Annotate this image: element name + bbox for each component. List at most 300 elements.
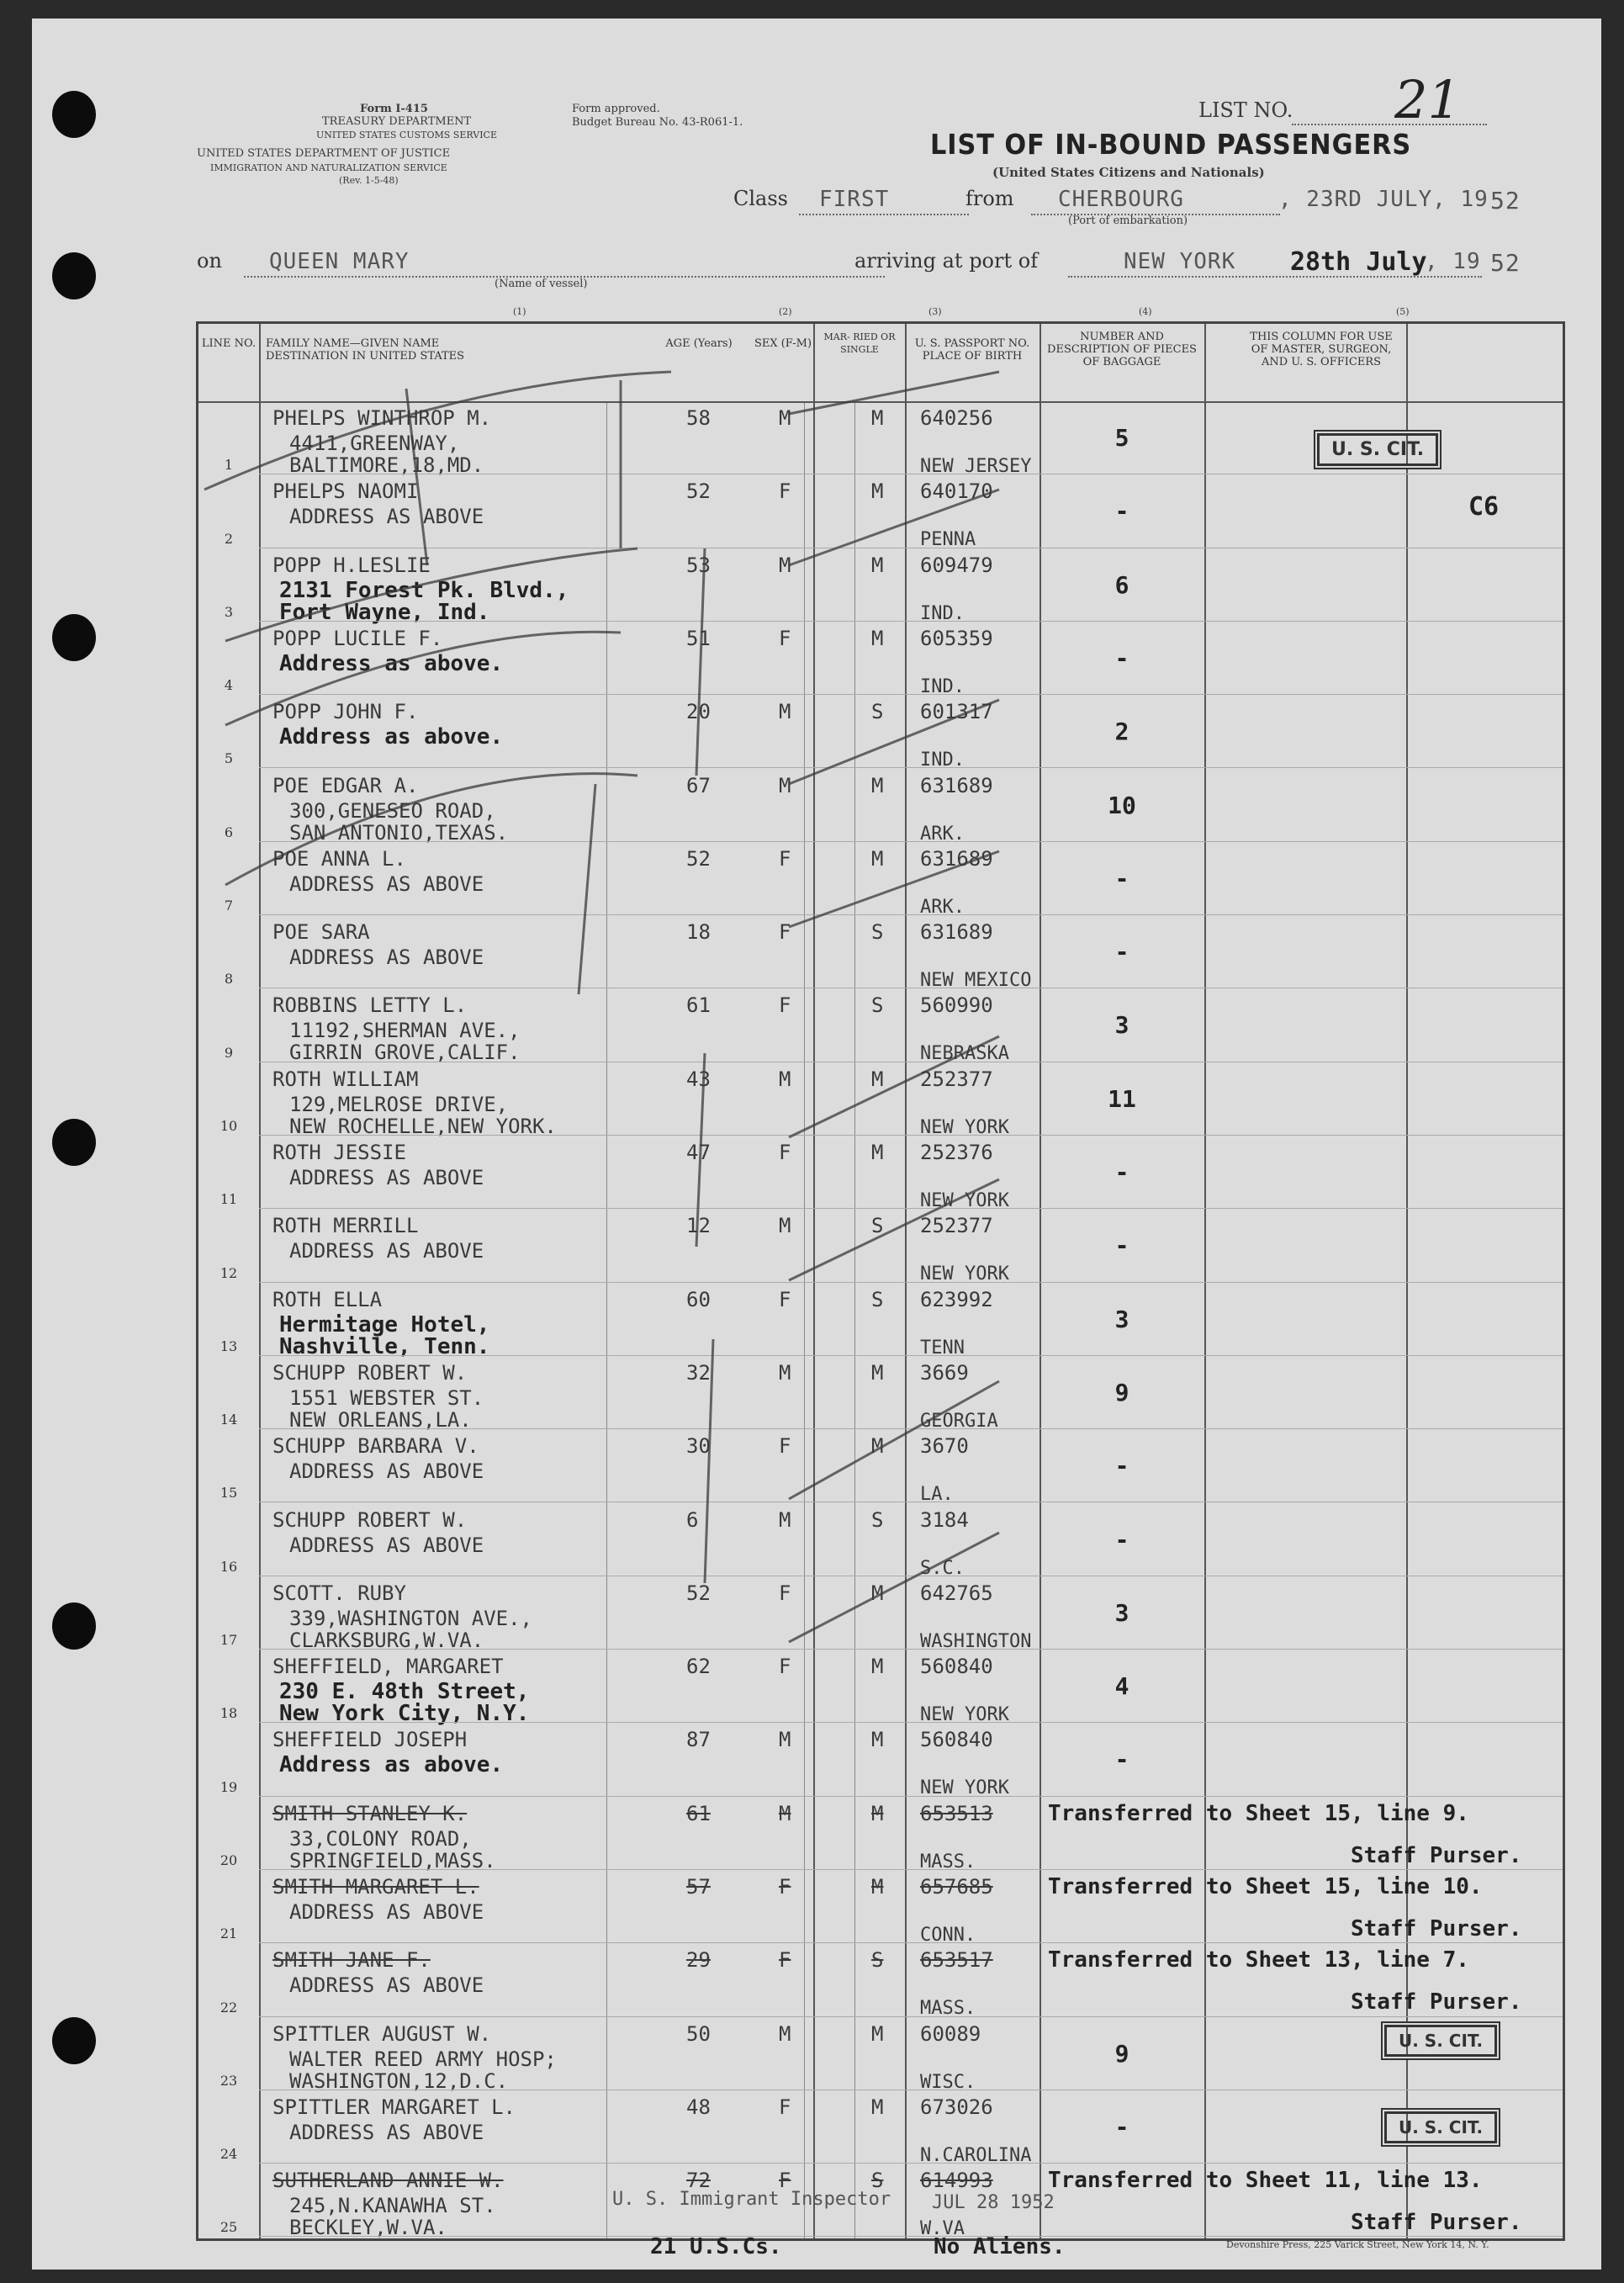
passenger-name: POPP LUCILE F. [272,626,443,650]
colnum-5: (5) [1396,306,1410,317]
baggage-count: 9 [1114,2039,1129,2068]
place-of-birth: IND. [920,602,965,624]
place-of-birth: IND. [920,750,965,771]
punch-hole [52,252,96,299]
depart-date: , 23RD JULY, 19 [1278,187,1489,212]
age: 58 [686,406,711,430]
baggage-count: - [1114,1232,1129,1260]
treasury-label: TREASURY DEPARTMENT [322,115,472,128]
marital-status: M [871,1581,884,1605]
baggage-count: 5 [1114,424,1129,452]
marital-status: S [871,2169,884,2193]
line-number: 24 [220,2146,238,2163]
destination-line-1: ADDRESS AS ABOVE [289,1166,484,1189]
marital-status: M [871,1141,884,1164]
page-title: LIST OF IN-BOUND PASSENGERS [930,128,1412,161]
col-header-name: FAMILY NAME—GIVEN NAME DESTINATION IN UNITED STATES [266,337,465,363]
passenger-name: SHEFFIELD, MARGARET [272,1655,504,1679]
place-of-birth: CONN. [920,1925,976,1946]
class-value: FIRST [819,187,890,212]
marital-status: M [871,846,884,871]
marital-status: S [871,1287,884,1311]
place-of-birth: NEW JERSEY [920,456,1032,477]
age: 48 [686,2095,711,2119]
col-header-sex: SEX (F-M) [754,337,812,350]
place-of-birth: GEORGIA [920,1410,998,1432]
sex: F [779,479,791,504]
marital-status: M [871,1728,884,1752]
marital-status: M [871,1875,884,1899]
approved-label: Form approved. [572,103,660,115]
passport-number: 3669 [920,1360,969,1385]
marital-status: M [871,626,884,650]
line-number: 4 [224,677,234,694]
age: 67 [686,773,711,797]
passport-number: 631689 [920,846,993,871]
passport-number: 673026 [920,2095,993,2119]
table-row [198,1797,1563,1870]
baggage-count: - [1114,1525,1129,1554]
marital-status: M [871,1801,884,1825]
sex: F [779,846,791,871]
destination-line-1: Address as above. [279,1752,504,1778]
passenger-name: POE SARA [272,920,370,945]
destination-line-1: ADDRESS AS ABOVE [289,1900,484,1924]
place-of-birth: WISC. [920,2071,976,2093]
table-row [198,1136,1563,1209]
age: 52 [686,1581,711,1605]
line-number: 17 [220,1632,238,1649]
line-number: 3 [224,603,234,620]
marital-status: S [871,920,884,945]
marital-status: M [871,773,884,797]
table-row [198,1503,1563,1579]
sex: M [779,700,791,724]
destination-line-1: 245,N.KANAWHA ST. [289,2194,496,2218]
baggage-count: - [1114,938,1129,967]
transfer-note: Transferred to Sheet 15, line 10. [1048,1874,1483,1899]
arriving-label: arriving at port of [854,249,1039,273]
passenger-name: POPP H.LESLIE [272,553,431,577]
passenger-name: SCHUPP ROBERT W. [272,1360,468,1385]
passport-number: 653517 [920,1948,993,1973]
sex: M [779,773,791,797]
baggage-count: - [1114,497,1129,526]
colnum-3: (3) [928,306,942,317]
colnum-2: (2) [779,306,792,317]
baggage-count: 11 [1108,1084,1136,1113]
arrival-year: 52 [1490,249,1521,277]
passport-number: 609479 [920,553,993,577]
total-citizens: 21 U.S.Cs. [650,2234,782,2259]
line-number: 7 [224,898,234,914]
baggage-count: 3 [1114,1011,1129,1040]
aliens-note: No Aliens. [934,2234,1066,2259]
age: 61 [686,993,711,1018]
destination-line-1: 129,MELROSE DRIVE, [289,1092,509,1116]
line-number: 6 [224,824,234,840]
passenger-name: SCOTT. RUBY [272,1581,406,1605]
table-row [198,695,1563,771]
destination-line-1: ADDRESS AS ABOVE [289,871,484,896]
staff-purser-signature: Staff Purser. [1351,1842,1522,1868]
destination-line-2: BALTIMORE,18,MD. [289,453,484,477]
passenger-name: PHELPS NAOMI [272,479,419,504]
destination-line-1: ADDRESS AS ABOVE [289,1973,484,1998]
punch-hole [52,2017,96,2064]
passport-number: 252376 [920,1141,993,1164]
place-of-birth: NEW YORK [920,1190,1009,1211]
passport-number: 642765 [920,1581,993,1605]
baggage-count: 6 [1114,570,1129,599]
transfer-note: Transferred to Sheet 11, line 13. [1048,2168,1483,2194]
passenger-name: POPP JOHN F. [272,700,419,724]
age: 30 [686,1434,711,1459]
place-of-birth: S.C. [920,1557,965,1579]
table-row [198,769,1563,845]
passport-number: 640170 [920,479,993,504]
age: 18 [686,920,711,945]
age: 51 [686,626,711,650]
col-header-passport: U. S. PASSPORT NO. PLACE OF BIRTH [914,337,1030,363]
baggage-count: 2 [1114,718,1129,746]
sex: F [779,1287,791,1311]
us-citizen-stamp-1: U. S. CIT. [1317,433,1438,466]
sex: F [779,1581,791,1605]
revision-label: (Rev. 1-5-48) [339,175,399,186]
sex: M [779,1214,791,1238]
arrival-date: 28th July [1290,247,1427,277]
destination-line-2: CLARKSBURG,W.VA. [289,1628,484,1652]
line-number: 5 [224,750,234,767]
page-subtitle: (United States Citizens and Nationals) [992,165,1265,180]
place-of-birth: ARK. [920,823,965,845]
place-of-birth: MASS. [920,1998,976,2020]
line-number: 22 [220,1999,238,2016]
table-row [198,1062,1563,1136]
justice-label: UNITED STATES DEPARTMENT OF JUSTICE [197,147,451,160]
table-row [198,474,1563,551]
staff-purser-signature: Staff Purser. [1351,2210,1522,2236]
baggage-count: - [1114,1452,1129,1481]
marital-status: M [871,1067,884,1091]
arrival-port: NEW YORK [1124,249,1236,274]
transfer-note: Transferred to Sheet 13, line 7. [1048,1947,1469,1973]
passport-number: 3184 [920,1507,969,1532]
passenger-name: SPITTLER MARGARET L. [272,2095,516,2119]
vessel-caption: (Name of vessel) [495,278,588,290]
passenger-name: SHEFFIELD JOSEPH [272,1728,468,1752]
table-row [198,1356,1563,1432]
marital-status: M [871,2095,884,2119]
table-row [198,1723,1563,1799]
ins-label: IMMIGRATION AND NATURALIZATION SERVICE [210,162,447,173]
passenger-name: SMITH JANE F. [272,1948,431,1973]
destination-line-1: ADDRESS AS ABOVE [289,2120,484,2144]
destination-line-1: 339,WASHINGTON AVE., [289,1606,532,1630]
place-of-birth: W.VA [920,2218,965,2240]
baggage-count: 9 [1114,1378,1129,1406]
age: 50 [686,2021,711,2046]
age: 6 [686,1507,699,1532]
from-label: from [965,187,1014,210]
passport-number: 252377 [920,1067,993,1091]
line-number: 2 [224,530,234,547]
sex: F [779,993,791,1018]
customs-label: UNITED STATES CUSTOMS SERVICE [316,130,497,140]
passenger-name: PHELPS WINTHROP M. [272,406,492,430]
marital-status: S [871,1948,884,1973]
col-header-officers: THIS COLUMN FOR USE OF MASTER, SURGEON, AND U. S. OFFICERS [1250,331,1393,368]
table-row [198,1283,1563,1359]
passenger-table [196,321,1565,2241]
line-number: 19 [220,1778,238,1795]
age: 62 [686,1655,711,1679]
sex: M [779,553,791,577]
destination-line-1: 2131 Forest Pk. Blvd., [279,577,569,603]
place-of-birth: IND. [920,675,965,697]
us-citizen-stamp-3: U. S. CIT. [1384,2111,1497,2143]
passport-number: 631689 [920,773,993,797]
depart-year: 52 [1490,187,1521,215]
line-number: 8 [224,971,234,988]
baggage-count: 3 [1114,1305,1129,1333]
baggage-count: - [1114,1745,1129,1774]
vessel-name: QUEEN MARY [269,249,410,274]
passenger-name: ROTH WILLIAM [272,1067,419,1091]
marital-status: M [871,553,884,577]
destination-line-2: SPRINGFIELD,MASS. [289,1848,496,1872]
passenger-name: SCHUPP BARBARA V. [272,1434,479,1459]
marital-status: S [871,1214,884,1238]
sex: M [779,1801,791,1825]
sex: F [779,920,791,945]
passenger-name: POE ANNA L. [272,846,406,871]
c6-mark: C6 [1468,492,1500,522]
col-header-baggage: NUMBER AND DESCRIPTION OF PIECES OF BAGGAGE [1047,331,1197,368]
table-row [198,548,1563,625]
line-number: 11 [220,1191,238,1208]
class-label: Class [733,187,788,210]
place-of-birth: NEW YORK [920,1263,1009,1285]
sex: F [779,1875,791,1899]
marital-status: M [871,1360,884,1385]
destination-line-2: WASHINGTON,12,D.C. [289,2068,509,2093]
destination-line-2: New York City, N.Y. [279,1701,530,1727]
place-of-birth: TENN [920,1337,965,1359]
sex: F [779,1141,791,1164]
col-header-line: LINE NO. [201,337,257,350]
destination-line-1: 230 E. 48th Street, [279,1679,530,1705]
marital-status: M [871,406,884,430]
baggage-count: - [1114,864,1129,893]
age: 47 [686,1141,711,1164]
place-of-birth: NEW YORK [920,1777,1009,1799]
port-embark-caption: (Port of embarkation) [1068,215,1188,227]
destination-line-1: 1551 WEBSTER ST. [289,1385,484,1410]
stamp-date: JUL 28 1952 [932,2192,1055,2213]
sex: F [779,626,791,650]
place-of-birth: NEW YORK [920,1704,1009,1726]
colnum-4: (4) [1139,306,1152,317]
marital-status: M [871,1655,884,1679]
place-of-birth: WASHINGTON [920,1630,1032,1652]
table-row [198,988,1563,1065]
sex: M [779,406,791,430]
passport-number: 252377 [920,1214,993,1238]
marital-status: S [871,993,884,1018]
destination-line-2: NEW ORLEANS,LA. [289,1407,472,1432]
place-of-birth: NEW YORK [920,1116,1009,1138]
table-row [198,1576,1563,1650]
line-number: 12 [220,1264,238,1281]
age: 29 [686,1948,711,1973]
us-citizen-stamp-2: U. S. CIT. [1384,2025,1497,2057]
place-of-birth: MASS. [920,1851,976,1872]
sex: M [779,1507,791,1532]
sex: F [779,1655,791,1679]
passport-number: 640256 [920,406,993,430]
marital-status: M [871,1434,884,1459]
destination-line-1: ADDRESS AS ABOVE [289,505,484,529]
destination-line-1: 300,GENESEO ROAD, [289,798,496,823]
punch-hole [52,1602,96,1650]
destination-line-2: BECKLEY,W.VA. [289,2216,447,2240]
destination-line-1: Address as above. [279,724,504,750]
line-number: 15 [220,1485,238,1502]
passport-number: 560990 [920,993,993,1018]
age: 20 [686,700,711,724]
destination-line-2: Fort Wayne, Ind. [279,599,490,625]
passport-number: 560840 [920,1655,993,1679]
sex: M [779,1067,791,1091]
table-row [198,1943,1563,2020]
destination-line-2: GIRRIN GROVE,CALIF. [289,1041,521,1065]
sex: F [779,1434,791,1459]
sex: F [779,1948,791,1973]
place-of-birth: PENNA [920,529,976,551]
passenger-name: ROTH MERRILL [272,1214,419,1238]
line-number: 1 [224,457,234,474]
transfer-note: Transferred to Sheet 15, line 9. [1048,1800,1469,1826]
destination-line-1: 11192,SHERMAN AVE., [289,1019,521,1043]
place-of-birth: NEW MEXICO [920,970,1032,992]
line-number: 18 [220,1705,238,1722]
passport-number: 631689 [920,920,993,945]
from-value: CHERBOURG [1058,187,1184,212]
destination-line-1: 33,COLONY ROAD, [289,1826,472,1851]
baggage-count: 3 [1114,1598,1129,1627]
line-number: 25 [220,2219,238,2236]
destination-line-1: ADDRESS AS ABOVE [289,1459,484,1484]
passenger-name: ROTH JESSIE [272,1141,406,1164]
passport-number: 623992 [920,1287,993,1311]
age: 87 [686,1728,711,1752]
sex: M [779,1728,791,1752]
table-row [198,1870,1563,1946]
place-of-birth: ARK. [920,896,965,918]
age: 52 [686,846,711,871]
sex: F [779,2095,791,2119]
destination-line-1: WALTER REED ARMY HOSP; [289,2047,557,2071]
age: 52 [686,479,711,504]
marital-status: S [871,1507,884,1532]
form-number: Form I-415 [360,103,428,115]
staff-purser-signature: Staff Purser. [1351,1916,1522,1941]
baggage-count: - [1114,1158,1129,1186]
passport-number: 653513 [920,1801,993,1825]
staff-purser-signature: Staff Purser. [1351,1989,1522,2016]
marital-status: S [871,700,884,724]
passport-number: 601317 [920,700,993,724]
passenger-name: ROTH ELLA [272,1287,383,1311]
line-number: 14 [220,1412,238,1428]
baggage-count: 10 [1108,791,1136,819]
punch-hole [52,1119,96,1166]
punch-hole [52,614,96,661]
line-number: 16 [220,1558,238,1575]
line-number: 23 [220,2072,238,2089]
col-header-age: AGE (Years) [665,337,733,350]
age: 43 [686,1067,711,1091]
age: 32 [686,1360,711,1385]
passenger-name: SMITH STANLEY K. [272,1801,468,1825]
baggage-count: - [1114,2112,1129,2141]
table-row [198,1209,1563,1285]
passport-number: 605359 [920,626,993,650]
marital-status: M [871,479,884,504]
destination-line-2: SAN ANTONIO,TEXAS. [289,820,509,845]
marital-status: M [871,2021,884,2046]
place-of-birth: N.CAROLINA [920,2144,1032,2166]
table-row [198,915,1563,992]
place-of-birth: LA. [920,1484,954,1506]
passenger-name: SCHUPP ROBERT W. [272,1507,468,1532]
passenger-name: POE EDGAR A. [272,773,419,797]
age: 53 [686,553,711,577]
place-of-birth: NEBRASKA [920,1043,1009,1065]
age: 72 [686,2169,711,2193]
passport-number: 3670 [920,1434,969,1459]
arrival-year-prefix: , 19 [1425,249,1481,274]
passenger-name: SUTHERLAND ANNIE W. [272,2169,504,2193]
printer-imprint: Devonshire Press, 225 Varick Street, New York 14, N. Y. [1226,2239,1489,2250]
sex: M [779,1360,791,1385]
destination-line-1: ADDRESS AS ABOVE [289,1533,484,1557]
destination-line-2: NEW ROCHELLE,NEW YORK. [289,1114,557,1138]
destination-line-2: Nashville, Tenn. [279,1333,490,1359]
table-row [198,1429,1563,1506]
punch-hole [52,91,96,138]
table-row [198,2090,1563,2164]
destination-line-1: ADDRESS AS ABOVE [289,1239,484,1263]
list-no-label: LIST NO. [1198,98,1293,122]
passport-number: 60089 [920,2021,981,2046]
destination-line-1: 4411,GREENWAY, [289,432,460,455]
passenger-name: SMITH MARGARET L. [272,1875,479,1899]
baggage-count: - [1114,644,1129,672]
sex: M [779,2021,791,2046]
inspector-stamp: U. S. Immigrant Inspector [612,2189,891,2210]
passenger-name: SPITTLER AUGUST W. [272,2021,492,2046]
on-label: on [197,249,222,273]
age: 57 [686,1875,711,1899]
baggage-count: 4 [1114,1672,1129,1701]
table-row [198,842,1563,918]
colnum-1: (1) [513,306,526,317]
destination-line-1: Address as above. [279,650,504,676]
line-number: 20 [220,1851,238,1868]
